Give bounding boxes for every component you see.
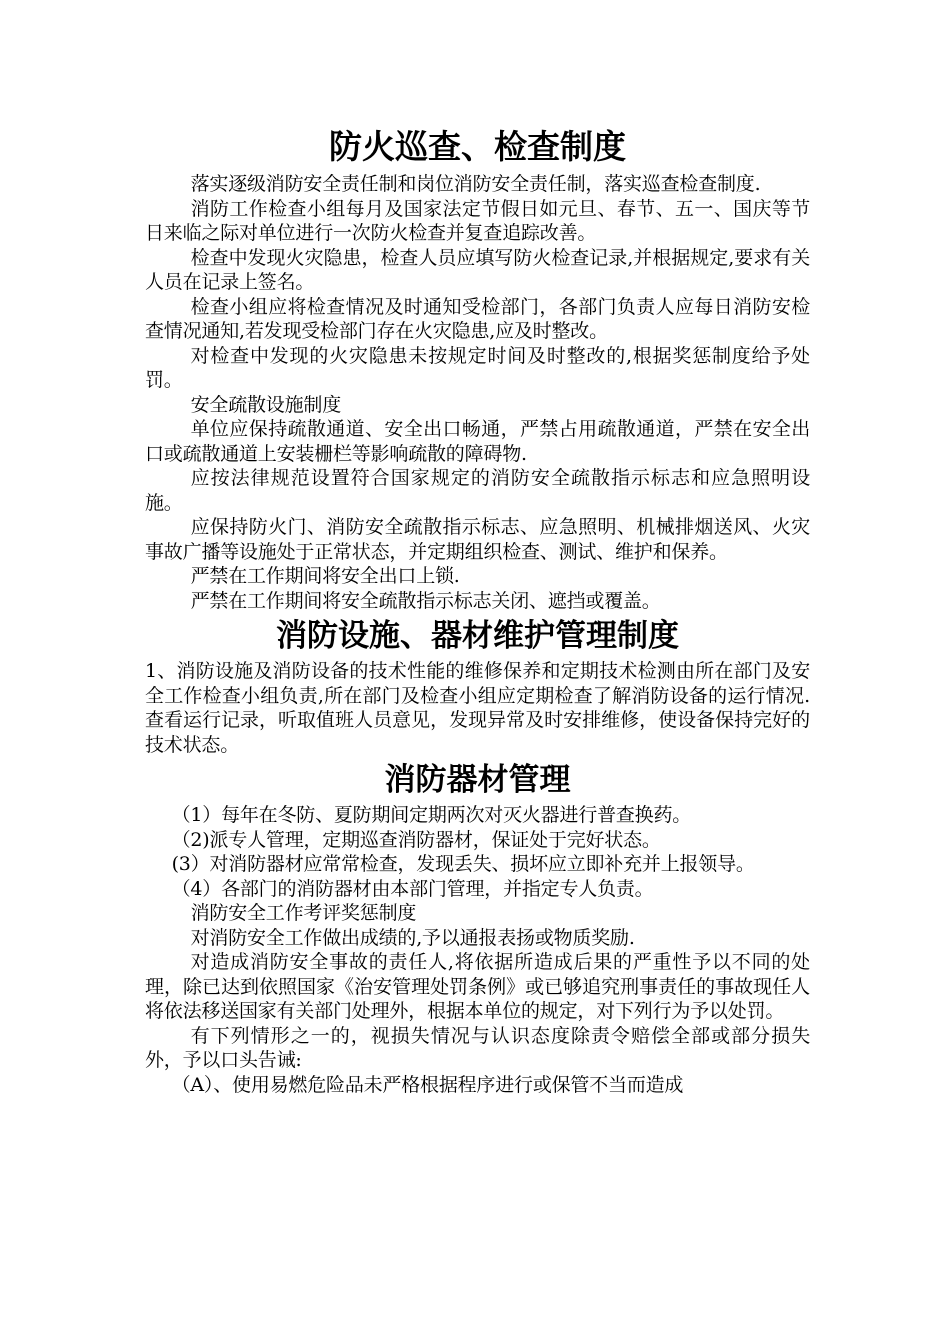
subheading-evacuation: 安全疏散设施制度 xyxy=(190,393,341,416)
paragraph: 对消防安全工作做出成绩的,予以通报表扬或物质奖励. xyxy=(190,926,635,949)
paragraph: 严禁在工作期间将安全疏散指示标志关闭、遮挡或覆盖。 xyxy=(190,589,661,612)
paragraph: 单位应保持疏散通道、安全出口畅通，严禁占用疏散通道，严禁在安全出口或疏散通道上安装栅栏等影响疏散的障碍物. xyxy=(145,418,810,465)
section-title-equipment: 消防器材管理 xyxy=(384,762,571,798)
paragraph: 消防工作检查小组每月及国家法定节假日如元旦、春节、五一、国庆等节日来临之际对单位进行一次防火检查并复查追踪改善。 xyxy=(145,197,810,244)
list-item: (3）对消防器材应常常检查，发现丢失、损坏应立即补充并上报领导。 xyxy=(171,853,755,875)
paragraph: 严禁在工作期间将安全出口上锁. xyxy=(190,565,460,587)
list-item: （1）每年在冬防、夏防期间定期两次对灭火器进行普查换药。 xyxy=(171,804,692,826)
paragraph: 有下列情形之一的，视损失情况与认识态度除责令赔偿全部或部分损失外，予以口头告诫: xyxy=(145,1024,810,1071)
paragraph: 检查中发现火灾隐患，检查人员应填写防火检查记录,并根据规定,要求有关人员在记录上签名。 xyxy=(145,246,810,293)
list-item: （2)派专人管理，定期巡查消防器材，保证处于完好状态。 xyxy=(171,828,661,851)
subheading-rewards: 消防安全工作考评奖惩制度 xyxy=(190,902,417,924)
list-item: （4）各部门的消防器材由本部门管理，并指定专人负责。 xyxy=(171,877,654,900)
paragraph: 落实逐级消防安全责任制和岗位消防安全责任制，落实巡查检查制度. xyxy=(190,173,761,195)
paragraph: 应按法律规范设置符合国家规定的消防安全疏散指示标志和应急照明设施。 xyxy=(145,467,810,514)
document-body xyxy=(145,122,810,1097)
paragraph: 1、消防设施及消防设备的技术性能的维修保养和定期技术检测由所在部门及安全工作检查小组负责,所在部门及检查小组应定期检查了解消防设备的运行情况.查看运行记录，听取值班人员意见，发现异常及时安排维修，使设备保持完好的技术状态。 xyxy=(145,660,810,756)
paragraph: 检查小组应将检查情况及时通知受检部门，各部门负责人应每日消防安检查情况通知,若发现受检部门存在火灾隐患,应及时整改。 xyxy=(145,295,810,342)
paragraph: 对造成消防安全事故的责任人,将依据所造成后果的严重性予以不同的处理，除已达到依照国家《治安管理处罚条例》或已够追究刑事责任的事故现任人将依法移送国家有关部门处理外，根据本单位的规定，对下列行为予以处罚。 xyxy=(145,951,810,1022)
list-item: （A）、使用易燃危险品未严格根据程序进行或保管不当而造成 xyxy=(171,1073,684,1096)
paragraph: 应保持防火门、消防安全疏散指示标志、应急照明、机械排烟送风、火灾事故广播等设施处于正常状态，并定期组织检查、测试、维护和保养。 xyxy=(145,516,810,563)
section-title-fire-inspection: 防火巡查、检查制度 xyxy=(329,127,626,166)
section-title-maintenance: 消防设施、器材维护管理制度 xyxy=(276,618,679,654)
paragraph: 对检查中发现的火灾隐患未按规定时间及时整改的,根据奖惩制度给予处罚。 xyxy=(145,344,810,391)
